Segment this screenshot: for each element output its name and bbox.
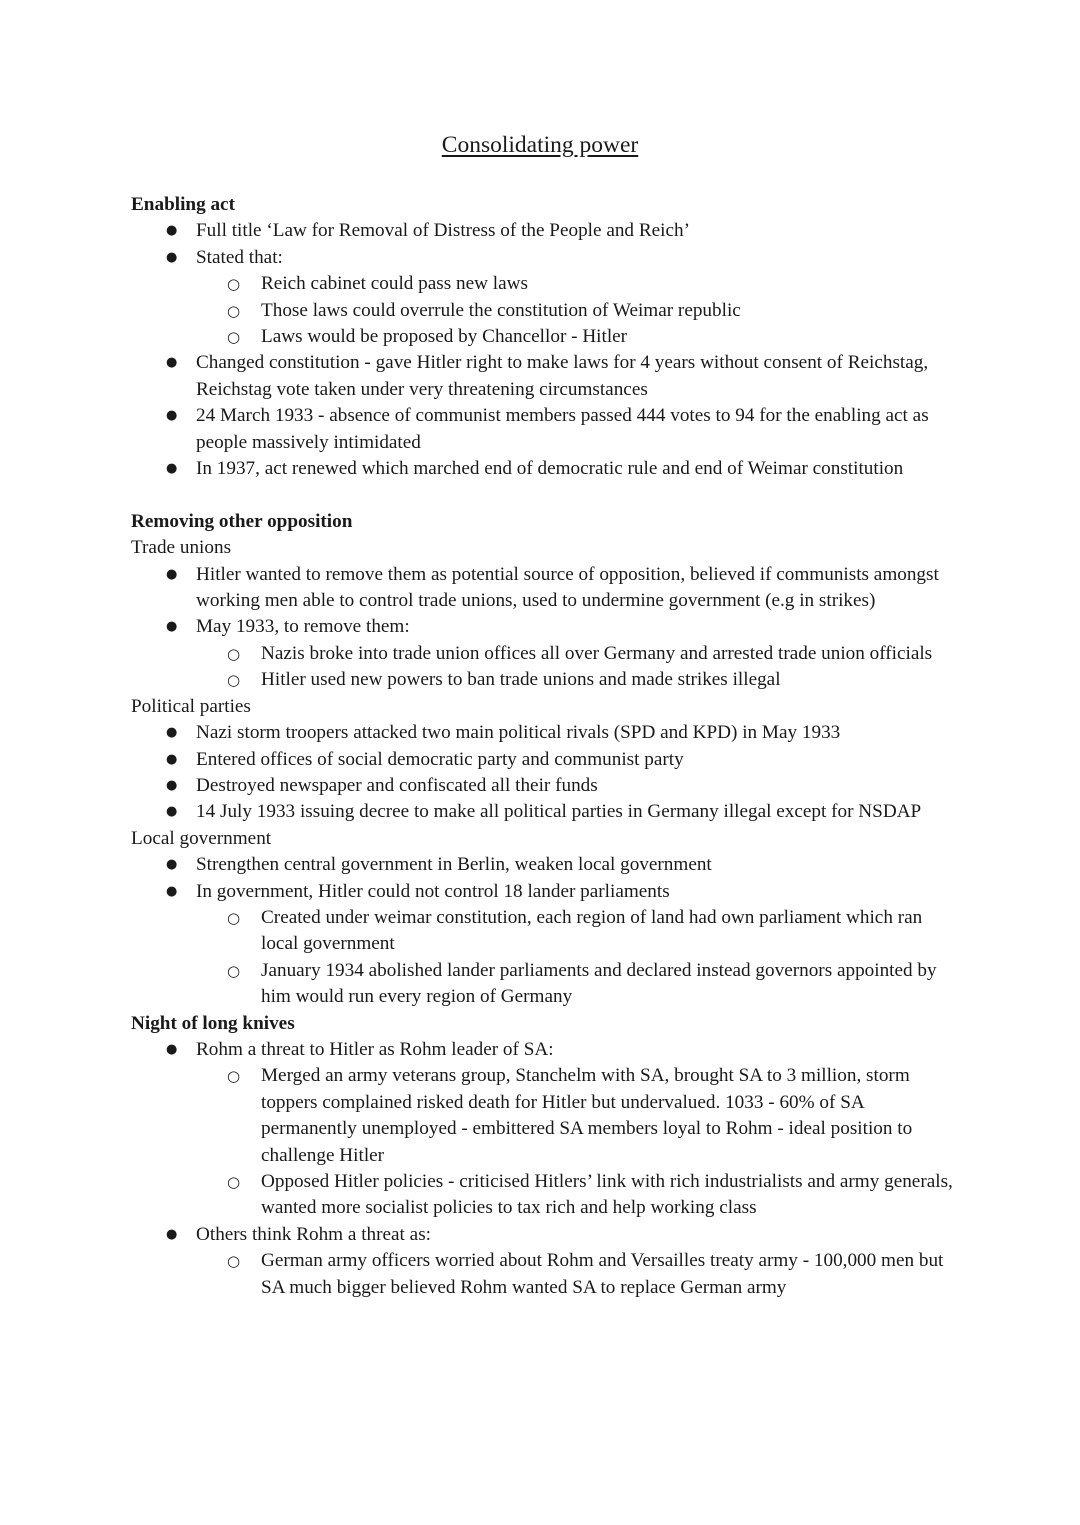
list-item: ● Strengthen central government in Berlin, weaken local government [131, 852, 961, 878]
sub-list-item: ○ Merged an army veterans group, Stanchelm with SA, brought SA to 3 million, storm toppers complained risked death for Hitler but undervalued. 1033 - 60% of SA permanently unemployed - embittered SA members loyal to Rohm - ideal position to challenge Hitler [196, 1063, 961, 1169]
list-item-text: Others think Rohm a threat as: [196, 1223, 432, 1245]
list-item: ● In 1937, act renewed which marched end of democratic rule and end of Weimar constitution [131, 456, 961, 482]
list-item: ● Destroyed newspaper and confiscated all their funds [131, 773, 961, 799]
sub-list-item: ○ Reich cabinet could pass new laws [196, 271, 961, 297]
sub-list-item: ○ Nazis broke into trade union offices all over Germany and arrested trade union officials [196, 641, 961, 667]
sub-list-item: ○ Hitler used new powers to ban trade unions and made strikes illegal [196, 667, 961, 693]
section-heading-night-of-long-knives: Night of long knives [131, 1012, 295, 1034]
sub-list-item: ○ January 1934 abolished lander parliaments and declared instead governors appointed by him would run every region of Germany [196, 958, 961, 1011]
sub-list-item: ○ Laws would be proposed by Chancellor - Hitler [196, 324, 961, 350]
subheading-local-government: Local government [131, 827, 272, 849]
sub-list-item: ○ Opposed Hitler policies - criticised Hitlers’ link with rich industrialists and army generals, wanted more socialist policies to tax rich and help working class [196, 1169, 961, 1222]
document-body [131, 192, 961, 1301]
sub-list [196, 271, 961, 350]
sub-list [196, 905, 961, 1011]
page-title: Consolidating power [441, 132, 639, 158]
subheading-political-parties: Political parties [131, 695, 251, 717]
trade-unions-list [131, 562, 961, 694]
list-item-text: Rohm a threat to Hitler as Rohm leader of SA: [196, 1038, 554, 1060]
local-government-list [131, 852, 961, 1010]
enabling-act-list [131, 218, 961, 482]
list-item: ● Entered offices of social democratic party and communist party [131, 747, 961, 773]
sub-list [196, 1063, 961, 1221]
list-item [131, 614, 961, 693]
sub-list-item: ○ German army officers worried about Rohm and Versailles treaty army - 100,000 men but SA much bigger believed Rohm wanted SA to replace German army [196, 1248, 961, 1301]
list-item: ● Nazi storm troopers attacked two main political rivals (SPD and KPD) in May 1933 [131, 720, 961, 746]
list-item: ● Changed constitution - gave Hitler right to make laws for 4 years without consent of Reichstag, Reichstag vote taken under very threatening circumstances [131, 350, 961, 403]
sub-list [196, 641, 961, 694]
list-item [131, 879, 961, 1011]
list-item: ● 14 July 1933 issuing decree to make all political parties in Germany illegal except for NSDAP [131, 799, 961, 825]
political-parties-list [131, 720, 961, 826]
list-item [131, 1037, 961, 1222]
night-of-long-knives-list [131, 1037, 961, 1301]
subheading-trade-unions: Trade unions [131, 537, 232, 559]
list-item [131, 245, 961, 351]
section-heading-removing-opposition: Removing other opposition [131, 510, 353, 532]
section-heading-enabling-act: Enabling act [131, 194, 235, 215]
sub-list-item: ○ Created under weimar constitution, each region of land had own parliament which ran local government [196, 905, 961, 958]
list-item-text: In government, Hitler could not control 18 lander parliaments [196, 880, 670, 902]
list-item-text: Stated that: [196, 246, 283, 268]
list-item-text: May 1933, to remove them: [196, 616, 410, 638]
sub-list [196, 1248, 961, 1301]
list-item: ● Hitler wanted to remove them as potential source of opposition, believed if communists amongst working men able to control trade unions, used to undermine government (e.g in strikes) [131, 562, 961, 615]
list-item [131, 1222, 961, 1301]
list-item: ● Full title ‘Law for Removal of Distress of the People and Reich’ [131, 218, 961, 244]
sub-list-item: ○ Those laws could overrule the constitution of Weimar republic [196, 298, 961, 324]
list-item: ● 24 March 1933 - absence of communist members passed 444 votes to 94 for the enabling act as people massively intimidated [131, 403, 961, 456]
